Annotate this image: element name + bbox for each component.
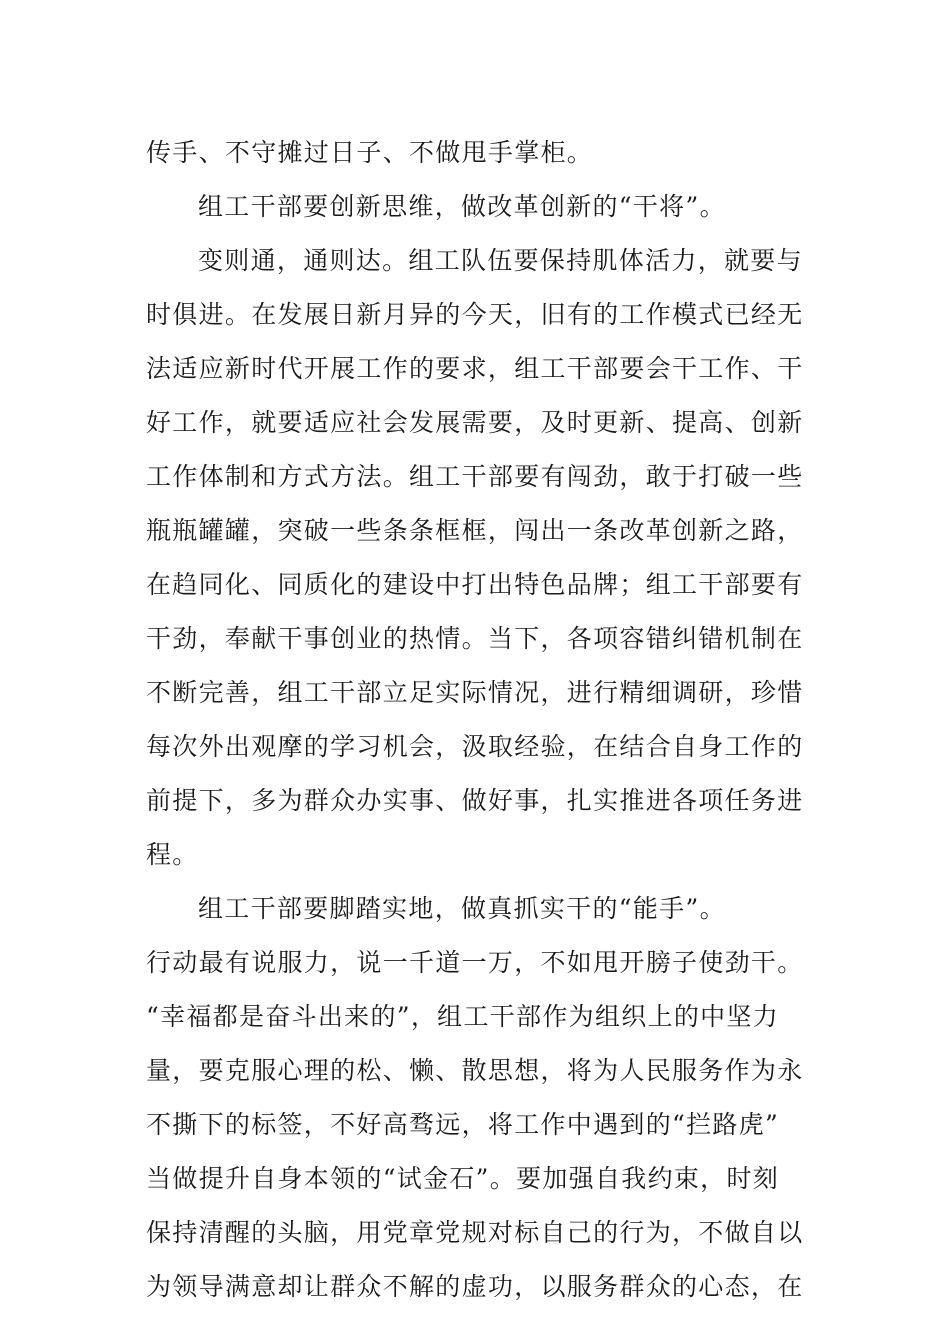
section-heading-practical: 组工干部要脚踏实地，做真抓实干的“能手”。 <box>198 894 726 923</box>
text-line: 不断完善，组工干部立足实际情况，进行精细调研，珍惜 <box>146 678 804 707</box>
text-line: 变则通，通则达。组工队伍要保持肌体活力，就要与 <box>198 246 803 275</box>
text-line: 法适应新时代开展工作的要求，组工干部要会干工作、干 <box>146 354 804 383</box>
text-line: 时俱进。在发展日新月异的今天，旧有的工作模式已经无 <box>146 300 804 329</box>
text-line: 瓶瓶罐罐，突破一些条条框框，闯出一条改革创新之路， <box>146 516 804 545</box>
text-line: 程。 <box>146 840 199 869</box>
text-line: 传手、不守摊过日子、不做甩手掌柜。 <box>146 138 594 167</box>
text-line: 保持清醒的头脑，用党章党规对标自己的行为，不做自以 <box>146 1218 804 1247</box>
text-line: 干劲，奉献干事创业的热情。当下，各项容错纠错机制在 <box>146 624 804 653</box>
text-line: 不撕下的标签，不好高骛远，将工作中遇到的“拦路虎” <box>146 1110 780 1139</box>
text-line: 工作体制和方式方法。组工干部要有闯劲，敢于打破一些 <box>146 462 804 491</box>
text-line: 行动最有说服力，说一千道一万，不如甩开膀子使劲干。 <box>146 948 804 977</box>
body-text <box>146 126 810 1314</box>
text-line: 好工作，就要适应社会发展需要，及时更新、提高、创新 <box>146 408 804 437</box>
text-line: “幸福都是奋斗出来的”，组工干部作为组织上的中坚力 <box>146 1002 780 1031</box>
text-line: 为领导满意却让群众不解的虚功，以服务群众的心态，在 <box>146 1272 804 1301</box>
section-heading-innovation: 组工干部要创新思维，做改革创新的“干将”。 <box>198 192 726 221</box>
text-line: 当做提升自身本领的“试金石”。要加强自我约束，时刻 <box>146 1164 780 1193</box>
text-line: 在趋同化、同质化的建设中打出特色品牌；组工干部要有 <box>146 570 804 599</box>
text-line: 量，要克服心理的松、懒、散思想，将为人民服务作为永 <box>146 1056 804 1085</box>
text-line: 每次外出观摩的学习机会，汲取经验，在结合自身工作的 <box>146 732 804 761</box>
text-line: 前提下，多为群众办实事、做好事，扎实推进各项任务进 <box>146 786 804 815</box>
